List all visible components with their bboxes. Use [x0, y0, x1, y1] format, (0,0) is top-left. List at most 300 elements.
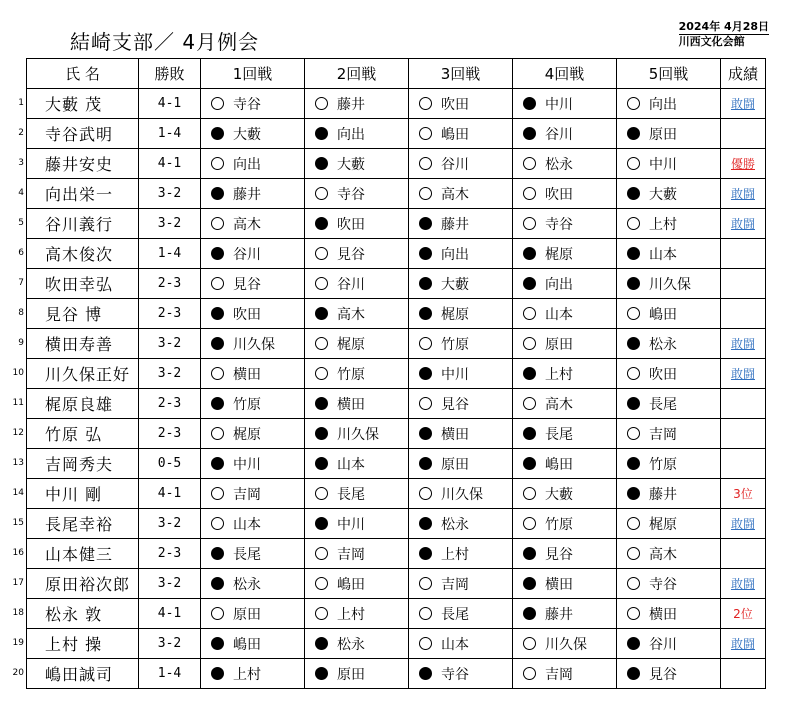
win-circle-icon — [627, 607, 640, 620]
round-2-cell — [305, 119, 409, 149]
round-5-cell — [617, 389, 721, 419]
win-circle-icon — [315, 547, 328, 560]
opponent-name: 竹原 — [233, 396, 261, 413]
opponent-name: 高木 — [337, 306, 365, 323]
opponent-name: 川久保 — [649, 276, 691, 293]
loss-dot-icon — [211, 667, 224, 680]
win-circle-icon — [523, 487, 536, 500]
win-circle-icon — [627, 367, 640, 380]
round-3-cell — [409, 149, 513, 179]
round-5-cell — [617, 179, 721, 209]
opponent-name: 上村 — [233, 666, 261, 683]
loss-dot-icon — [627, 247, 640, 260]
result-cell — [721, 449, 766, 479]
round-4-cell — [513, 149, 617, 179]
header-round-5: 5回戦 — [617, 59, 721, 89]
opponent-name: 寺谷 — [337, 186, 365, 203]
row-number: 4 — [18, 188, 24, 198]
result-cell — [721, 119, 766, 149]
row-number: 7 — [18, 278, 24, 288]
player-name: 寺谷武明 — [27, 119, 139, 149]
round-1-cell — [201, 539, 305, 569]
win-circle-icon — [315, 187, 328, 200]
table-row — [27, 89, 766, 119]
opponent-name: 嶋田 — [337, 576, 365, 593]
round-2-cell — [305, 209, 409, 239]
opponent-name: 梶原 — [233, 426, 261, 443]
win-circle-icon — [627, 97, 640, 110]
player-name: 中川 剛 — [27, 479, 139, 509]
placement-badge: 2位 — [733, 607, 753, 621]
player-name: 山本健三 — [27, 539, 139, 569]
player-name: 谷川義行 — [27, 209, 139, 239]
loss-dot-icon — [211, 547, 224, 560]
loss-dot-icon — [627, 397, 640, 410]
win-loss-record: 4-1 — [139, 479, 201, 509]
round-1-cell — [201, 269, 305, 299]
loss-dot-icon — [627, 337, 640, 350]
player-name: 嶋田誠司 — [27, 659, 139, 689]
round-4-cell — [513, 539, 617, 569]
row-number-header-spacer — [0, 58, 26, 88]
win-circle-icon — [211, 277, 224, 290]
result-link[interactable]: 敢闘 — [730, 97, 755, 111]
round-4-cell — [513, 209, 617, 239]
row-number: 6 — [18, 248, 24, 258]
opponent-name: 原田 — [545, 336, 573, 353]
result-cell — [721, 149, 766, 179]
loss-dot-icon — [419, 277, 432, 290]
round-4-cell — [513, 509, 617, 539]
round-1-cell — [201, 599, 305, 629]
table-row — [27, 359, 766, 389]
round-1-cell — [201, 149, 305, 179]
win-circle-icon — [523, 667, 536, 680]
result-cell — [721, 509, 766, 539]
win-loss-record: 2-3 — [139, 389, 201, 419]
win-circle-icon — [627, 427, 640, 440]
round-3-cell — [409, 419, 513, 449]
round-5-cell — [617, 479, 721, 509]
opponent-name: 川久保 — [441, 486, 483, 503]
round-3-cell — [409, 329, 513, 359]
loss-dot-icon — [523, 247, 536, 260]
result-cell — [721, 89, 766, 119]
round-5-cell — [617, 149, 721, 179]
win-circle-icon — [627, 217, 640, 230]
win-loss-record: 3-2 — [139, 569, 201, 599]
opponent-name: 大藪 — [441, 276, 469, 293]
win-circle-icon — [315, 367, 328, 380]
loss-dot-icon — [211, 637, 224, 650]
row-number: 12 — [12, 428, 24, 438]
win-loss-record: 1-4 — [139, 119, 201, 149]
opponent-name: 吉岡 — [337, 546, 365, 563]
round-5-cell — [617, 269, 721, 299]
round-4-cell — [513, 299, 617, 329]
opponent-name: 中川 — [545, 96, 573, 113]
opponent-name: 吹田 — [441, 96, 469, 113]
opponent-name: 長尾 — [545, 426, 573, 443]
table-row — [27, 449, 766, 479]
win-circle-icon — [419, 397, 432, 410]
player-name: 竹原 弘 — [27, 419, 139, 449]
opponent-name: 川久保 — [233, 336, 275, 353]
win-circle-icon — [627, 307, 640, 320]
opponent-name: 藤井 — [649, 486, 677, 503]
win-circle-icon — [419, 637, 432, 650]
round-1-cell — [201, 299, 305, 329]
player-name: 原田裕次郎 — [27, 569, 139, 599]
row-number: 1 — [18, 98, 24, 108]
opponent-name: 中川 — [649, 156, 677, 173]
round-1-cell — [201, 449, 305, 479]
opponent-name: 吹田 — [233, 306, 261, 323]
round-4-cell — [513, 179, 617, 209]
win-circle-icon — [419, 187, 432, 200]
win-loss-record: 1-4 — [139, 659, 201, 689]
round-5-cell — [617, 539, 721, 569]
table-row — [27, 539, 766, 569]
result-link[interactable]: 敢闘 — [730, 517, 755, 531]
win-circle-icon — [419, 127, 432, 140]
round-1-cell — [201, 629, 305, 659]
round-1-cell — [201, 419, 305, 449]
opponent-name: 吉岡 — [545, 666, 573, 683]
result-cell — [721, 359, 766, 389]
win-circle-icon — [315, 277, 328, 290]
result-cell — [721, 329, 766, 359]
opponent-name: 谷川 — [545, 126, 573, 143]
row-number: 15 — [12, 518, 24, 528]
opponent-name: 松永 — [649, 336, 677, 353]
loss-dot-icon — [523, 97, 536, 110]
win-circle-icon — [523, 307, 536, 320]
opponent-name: 大藪 — [545, 486, 573, 503]
opponent-name: 上村 — [545, 366, 573, 383]
placement-badge: 3位 — [733, 487, 753, 501]
round-4-cell — [513, 239, 617, 269]
round-1-cell — [201, 569, 305, 599]
loss-dot-icon — [523, 577, 536, 590]
opponent-name: 高木 — [649, 546, 677, 563]
player-name: 松永 敦 — [27, 599, 139, 629]
player-name: 横田寿善 — [27, 329, 139, 359]
opponent-name: 山本 — [649, 246, 677, 263]
loss-dot-icon — [211, 337, 224, 350]
win-circle-icon — [523, 637, 536, 650]
loss-dot-icon — [523, 547, 536, 560]
opponent-name: 寺谷 — [649, 576, 677, 593]
result-link[interactable]: 敢闘 — [730, 367, 755, 381]
round-4-cell — [513, 479, 617, 509]
table-row — [27, 269, 766, 299]
loss-dot-icon — [523, 427, 536, 440]
result-link[interactable]: 優勝 — [730, 157, 755, 171]
row-number-column — [0, 58, 26, 688]
win-circle-icon — [211, 487, 224, 500]
opponent-name: 山本 — [233, 516, 261, 533]
win-loss-record: 2-3 — [139, 419, 201, 449]
loss-dot-icon — [523, 457, 536, 470]
opponent-name: 吉岡 — [649, 426, 677, 443]
round-2-cell — [305, 509, 409, 539]
opponent-name: 見谷 — [441, 396, 469, 413]
table-row — [27, 239, 766, 269]
player-name: 梶原良雄 — [27, 389, 139, 419]
round-5-cell — [617, 89, 721, 119]
round-2-cell — [305, 419, 409, 449]
win-loss-record: 4-1 — [139, 149, 201, 179]
win-circle-icon — [419, 607, 432, 620]
result-link[interactable]: 敢闘 — [730, 187, 755, 201]
round-1-cell — [201, 119, 305, 149]
loss-dot-icon — [211, 397, 224, 410]
opponent-name: 吹田 — [337, 216, 365, 233]
win-loss-record: 3-2 — [139, 359, 201, 389]
round-2-cell — [305, 89, 409, 119]
opponent-name: 藤井 — [545, 606, 573, 623]
win-loss-record: 2-3 — [139, 299, 201, 329]
opponent-name: 嶋田 — [441, 126, 469, 143]
opponent-name: 中川 — [441, 366, 469, 383]
result-cell — [721, 269, 766, 299]
round-5-cell — [617, 119, 721, 149]
result-cell — [721, 629, 766, 659]
loss-dot-icon — [523, 277, 536, 290]
loss-dot-icon — [315, 427, 328, 440]
result-cell — [721, 479, 766, 509]
table-row — [27, 599, 766, 629]
win-circle-icon — [627, 157, 640, 170]
player-name: 川久保正好 — [27, 359, 139, 389]
round-2-cell — [305, 449, 409, 479]
loss-dot-icon — [419, 547, 432, 560]
loss-dot-icon — [627, 487, 640, 500]
opponent-name: 松永 — [441, 516, 469, 533]
win-circle-icon — [523, 337, 536, 350]
loss-dot-icon — [523, 607, 536, 620]
round-1-cell — [201, 659, 305, 689]
opponent-name: 竹原 — [441, 336, 469, 353]
loss-dot-icon — [211, 577, 224, 590]
header-round-3: 3回戦 — [409, 59, 513, 89]
loss-dot-icon — [315, 637, 328, 650]
opponent-name: 上村 — [441, 546, 469, 563]
round-3-cell — [409, 359, 513, 389]
round-5-cell — [617, 509, 721, 539]
loss-dot-icon — [315, 307, 328, 320]
win-circle-icon — [523, 217, 536, 230]
round-4-cell — [513, 629, 617, 659]
round-3-cell — [409, 239, 513, 269]
loss-dot-icon — [211, 307, 224, 320]
table-row — [27, 179, 766, 209]
opponent-name: 竹原 — [337, 366, 365, 383]
round-1-cell — [201, 89, 305, 119]
round-4-cell — [513, 89, 617, 119]
opponent-name: 山本 — [545, 306, 573, 323]
round-5-cell — [617, 299, 721, 329]
result-link[interactable]: 敢闘 — [730, 217, 755, 231]
loss-dot-icon — [523, 367, 536, 380]
round-5-cell — [617, 419, 721, 449]
win-circle-icon — [211, 157, 224, 170]
round-1-cell — [201, 239, 305, 269]
win-circle-icon — [315, 607, 328, 620]
round-3-cell — [409, 539, 513, 569]
round-4-cell — [513, 119, 617, 149]
round-3-cell — [409, 629, 513, 659]
round-3-cell — [409, 479, 513, 509]
round-2-cell — [305, 269, 409, 299]
round-5-cell — [617, 659, 721, 689]
win-loss-record: 3-2 — [139, 329, 201, 359]
loss-dot-icon — [315, 667, 328, 680]
header-record: 勝敗 — [139, 59, 201, 89]
opponent-name: 横田 — [545, 576, 573, 593]
opponent-name: 長尾 — [233, 546, 261, 563]
opponent-name: 高木 — [233, 216, 261, 233]
round-1-cell — [201, 179, 305, 209]
win-circle-icon — [523, 187, 536, 200]
win-circle-icon — [315, 337, 328, 350]
opponent-name: 中川 — [233, 456, 261, 473]
table-row — [27, 149, 766, 179]
loss-dot-icon — [627, 187, 640, 200]
loss-dot-icon — [627, 277, 640, 290]
opponent-name: 川久保 — [545, 636, 587, 653]
opponent-name: 向出 — [545, 276, 573, 293]
player-name: 吹田幸弘 — [27, 269, 139, 299]
round-5-cell — [617, 449, 721, 479]
opponent-name: 横田 — [441, 426, 469, 443]
win-loss-record: 3-2 — [139, 179, 201, 209]
header-round-4: 4回戦 — [513, 59, 617, 89]
round-3-cell — [409, 269, 513, 299]
row-number: 18 — [12, 608, 24, 618]
round-5-cell — [617, 209, 721, 239]
row-number: 16 — [12, 548, 24, 558]
win-loss-record: 1-4 — [139, 239, 201, 269]
opponent-name: 見谷 — [649, 666, 677, 683]
table-row — [27, 209, 766, 239]
loss-dot-icon — [627, 667, 640, 680]
round-4-cell — [513, 419, 617, 449]
player-name: 高木俊次 — [27, 239, 139, 269]
win-circle-icon — [211, 367, 224, 380]
loss-dot-icon — [315, 517, 328, 530]
opponent-name: 向出 — [441, 246, 469, 263]
loss-dot-icon — [419, 367, 432, 380]
opponent-name: 松永 — [337, 636, 365, 653]
table-row — [27, 479, 766, 509]
row-number: 13 — [12, 458, 24, 468]
round-1-cell — [201, 209, 305, 239]
loss-dot-icon — [419, 517, 432, 530]
win-circle-icon — [315, 577, 328, 590]
opponent-name: 谷川 — [337, 276, 365, 293]
opponent-name: 見谷 — [233, 276, 261, 293]
loss-dot-icon — [211, 457, 224, 470]
win-loss-record: 3-2 — [139, 629, 201, 659]
result-cell — [721, 419, 766, 449]
round-1-cell — [201, 479, 305, 509]
opponent-name: 竹原 — [545, 516, 573, 533]
win-circle-icon — [211, 217, 224, 230]
opponent-name: 藤井 — [441, 216, 469, 233]
round-1-cell — [201, 389, 305, 419]
opponent-name: 藤井 — [337, 96, 365, 113]
header-round-1: 1回戦 — [201, 59, 305, 89]
opponent-name: 吉岡 — [233, 486, 261, 503]
player-name: 長尾幸裕 — [27, 509, 139, 539]
row-number: 9 — [18, 338, 24, 348]
round-2-cell — [305, 179, 409, 209]
loss-dot-icon — [211, 247, 224, 260]
row-number: 3 — [18, 158, 24, 168]
result-link[interactable]: 敢闘 — [730, 337, 755, 351]
opponent-name: 寺谷 — [441, 666, 469, 683]
round-3-cell — [409, 89, 513, 119]
player-name: 大藪 茂 — [27, 89, 139, 119]
opponent-name: 長尾 — [337, 486, 365, 503]
opponent-name: 上村 — [649, 216, 677, 233]
win-loss-record: 2-3 — [139, 539, 201, 569]
round-4-cell — [513, 329, 617, 359]
win-loss-record: 3-2 — [139, 209, 201, 239]
win-circle-icon — [419, 97, 432, 110]
row-number: 17 — [12, 578, 24, 588]
round-5-cell — [617, 569, 721, 599]
round-1-cell — [201, 359, 305, 389]
opponent-name: 長尾 — [441, 606, 469, 623]
round-3-cell — [409, 209, 513, 239]
result-link[interactable]: 敢闘 — [730, 577, 755, 591]
row-number: 20 — [12, 668, 24, 678]
event-meta — [679, 20, 769, 49]
opponent-name: 松永 — [233, 576, 261, 593]
page-title: 結崎支部／ 4月例会 — [70, 30, 260, 54]
header-row — [27, 59, 766, 89]
round-4-cell — [513, 569, 617, 599]
win-loss-record: 3-2 — [139, 509, 201, 539]
loss-dot-icon — [315, 457, 328, 470]
round-4-cell — [513, 449, 617, 479]
win-circle-icon — [523, 157, 536, 170]
opponent-name: 大藪 — [337, 156, 365, 173]
table-row — [27, 629, 766, 659]
row-number: 5 — [18, 218, 24, 228]
player-name: 向出栄一 — [27, 179, 139, 209]
loss-dot-icon — [627, 127, 640, 140]
loss-dot-icon — [315, 157, 328, 170]
round-2-cell — [305, 479, 409, 509]
opponent-name: 梶原 — [337, 336, 365, 353]
opponent-name: 向出 — [649, 96, 677, 113]
round-1-cell — [201, 509, 305, 539]
opponent-name: 横田 — [233, 366, 261, 383]
opponent-name: 原田 — [649, 126, 677, 143]
round-5-cell — [617, 629, 721, 659]
opponent-name: 見谷 — [545, 546, 573, 563]
round-3-cell — [409, 179, 513, 209]
loss-dot-icon — [419, 217, 432, 230]
win-circle-icon — [419, 487, 432, 500]
opponent-name: 高木 — [441, 186, 469, 203]
result-link[interactable]: 敢闘 — [730, 637, 755, 651]
result-cell — [721, 539, 766, 569]
